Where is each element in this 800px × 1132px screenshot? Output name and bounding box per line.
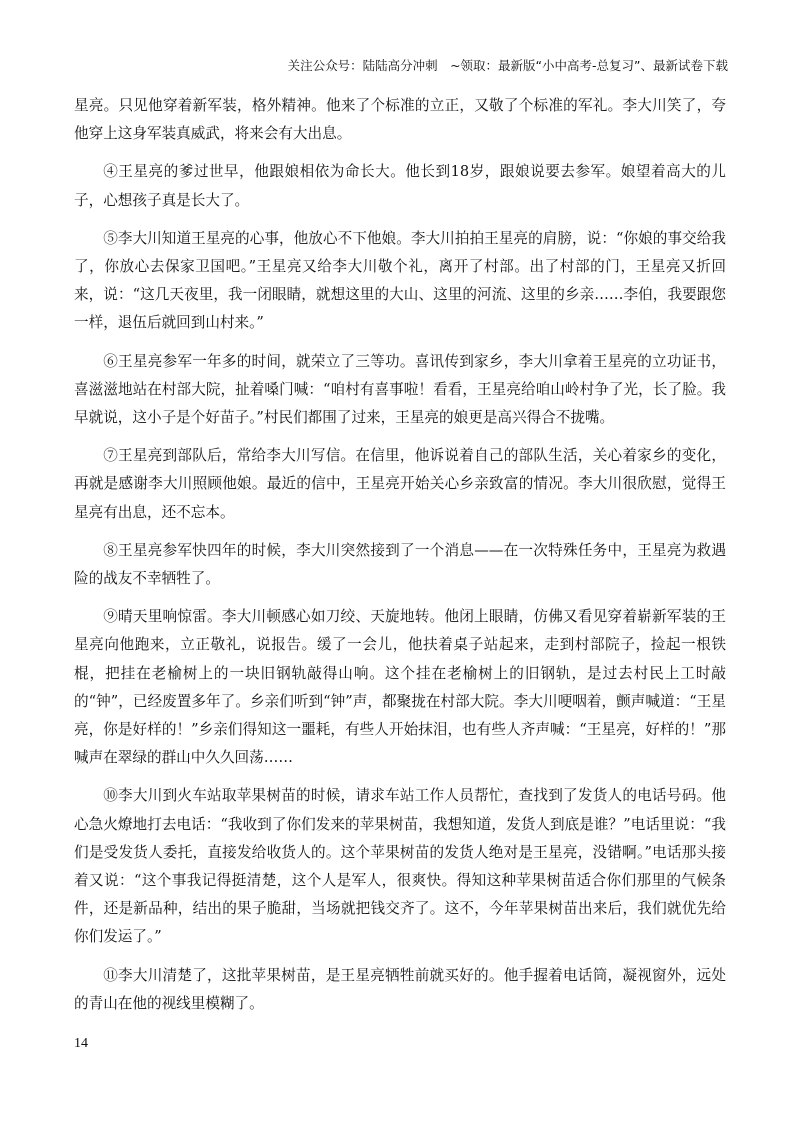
paragraph-8: ⑧王星亮参军快四年的时候，李大川突然接到了一个消息——在一次特殊任务中，王星亮为救遇险的战友不幸牺牲了。 bbox=[74, 541, 726, 588]
page-number: 14 bbox=[74, 1036, 88, 1051]
paragraph-6: ⑥王星亮参军一年多的时间，就荣立了三等功。喜讯传到家乡，李大川拿着王星亮的立功证书，喜滋滋地站在村部大院，扯着嗓门喊：“咱村有喜事啦！看看，王星亮给咱山岭村争了光，长了脸。我早就说，这小子是个好苗子。”村民们都围了过来，王星亮的娘更是高兴得合不拢嘴。 bbox=[74, 352, 726, 427]
page-header: 关注公众号：陆陆高分冲刺 ~领取：最新版“小中高考-总复习”、最新试卷下载 bbox=[287, 58, 728, 73]
paragraph-7: ⑦王星亮到部队后，常给李大川写信。在信里，他诉说着自己的部队生活，关心着家乡的变化，再就是感谢李大川照顾他娘。最近的信中，王星亮开始关心乡亲致富的情况。李大川很欣慰，觉得王星亮有出息，还不忘本。 bbox=[74, 447, 726, 521]
paragraph-4: ④王星亮的爹过世早，他跟娘相依为命长大。他长到18岁，跟娘说要去参军。娘望着高大的儿子，心想孩子真是长大了。 bbox=[74, 163, 726, 209]
paragraph-11: ⑪李大川清楚了，这批苹果树苗，是王星亮牺牲前就买好的。他手握着电话筒，凝视窗外，远处的青山在他的视线里模糊了。 bbox=[74, 966, 726, 1012]
article-body bbox=[74, 92, 726, 1028]
paragraph-9: ⑨晴天里响惊雷。李大川顿感心如刀绞、天旋地转。他闭上眼睛，仿佛又看见穿着崭新军装的王星亮向他跑来，立正敬礼，说报告。缓了一会儿，他扶着桌子站起来，走到村部院子，捡起一根铁棍，把挂在老榆树上的一块旧钢轨敲得山响。这个挂在老榆树上的旧钢轨，是过去村民上工时敲的“钟”，已经废置多年了。乡亲们听到“钟”声，都聚拢在村部大院。李大川哽咽着，颤声喊道：“王星亮，你是好样的！”乡亲们得知这一噩耗，有些人开始抹泪，也有些人齐声喊：“王星亮，好样的！”那喊声在翠绿的群山中久久回荡…… bbox=[74, 608, 726, 767]
paragraph-5: ⑤李大川知道王星亮的心事，他放心不下他娘。李大川拍拍王星亮的肩膀，说：“你娘的事交给我了，你放心去保家卫国吧。”王星亮又给李大川敬个礼，离开了村部。出了村部的门，王星亮又折回来，说：“这几天夜里，我一闭眼睛，就想这里的大山、这里的河流、这里的乡亲……李伯，我要跟您一样，退伍后就回到山村来。” bbox=[74, 229, 726, 332]
paragraph-continued: 星亮。只见他穿着新军装，格外精神。他来了个标准的立正，又敬了个标准的军礼。李大川笑了，夸他穿上这身军装真威武，将来会有大出息。 bbox=[74, 97, 726, 143]
paragraph-10: ⑩李大川到火车站取苹果树苗的时候，请求车站工作人员帮忙，查找到了发货人的电话号码。他心急火燎地打去电话：“我收到了你们发来的苹果树苗，我想知道，发货人到底是谁？”电话里说：“我们是受发货人委托，直接发给收货人的。这个苹果树苗的发货人绝对是王星亮，没错啊。”电话那头接着又说：“这个事我记得挺清楚，这个人是军人，很爽快。得知这种苹果树苗适合你们那里的气候条件，还是新品种，结出的果子脆甜，当场就把钱交齐了。这不，今年苹果树苗出来后，我们就优先给你们发运了。” bbox=[74, 787, 726, 946]
